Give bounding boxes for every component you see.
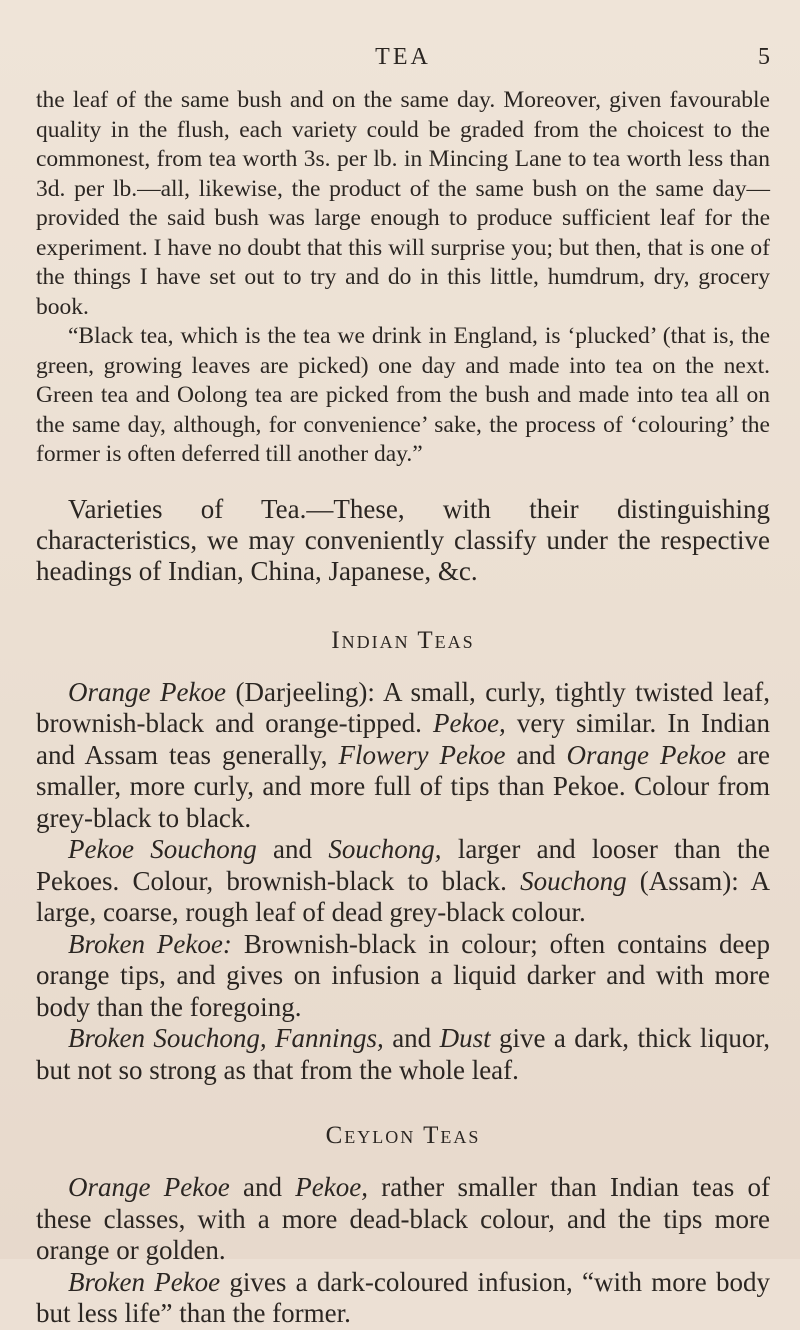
paragraph-text: rather smaller than Indian teas of these classes, with a more dead-black colour, and the tips more orange or golden. xyxy=(36,1172,770,1265)
opening-paragraph: the leaf of the same bush and on the same day. Moreover, given favourable quality in the flush, each variety could be graded from the choicest to the commonest, from tea worth 3s. per lb. in Mincing Lane to tea worth less than 3d. per lb.—all, likewise, the product of the same bush on the same day—provided the said bush was large enough to produce sufficient leaf for the experiment. I have no doubt that this will surprise you; but then, that is one of the things I have set out to try and do in this little, humdrum, dry, grocery book. xyxy=(36,87,770,320)
tea-name: Souchong xyxy=(520,865,627,896)
page-header xyxy=(36,44,770,74)
ceylon-paragraph-2 xyxy=(36,1267,770,1330)
varieties-text: —These, with their distinguishing characteristics, we may conveniently classify under the respective headings of Indian, China, Japanese, &c. xyxy=(36,493,770,586)
tea-name: Pekoe, xyxy=(295,1172,368,1202)
page-number: 5 xyxy=(758,44,770,70)
indian-paragraph-4 xyxy=(36,1023,770,1086)
paragraph-text: are smaller, more curly, and more full of tips than Pekoe. Colour from grey-black to black. xyxy=(36,739,770,833)
tea-name: Pekoe, xyxy=(433,708,506,738)
varieties-run-head: Varieties of Tea. xyxy=(68,493,307,524)
running-title: TEA xyxy=(375,44,431,70)
tea-name: Souchong, xyxy=(328,834,442,864)
quoted-paragraph: “Black tea, which is the tea we drink in England, is ‘plucked’ (that is, the green, growing leaves are picked) one day and made into tea on the next. Green tea and Oolong tea are picked from the bush and made into tea all on the same day, although, for convenience’ sake, the process of ‘colouring’ the former is often deferred till another day.” xyxy=(36,323,770,467)
tea-name: Broken Pekoe xyxy=(68,1266,221,1297)
tea-name: Flowery Pekoe xyxy=(338,739,506,770)
paragraph-text: and xyxy=(383,1023,440,1053)
indian-teas-section xyxy=(36,677,770,1087)
paragraph-text: and xyxy=(256,834,329,864)
tea-name: Pekoe Souchong xyxy=(68,834,257,864)
paragraph-text: Brownish-black in colour; often contains deep orange tips, and gives on infusion a liquid darker and with more body than the foregoing. xyxy=(36,928,771,1022)
tea-name: Broken Pekoe: xyxy=(68,928,232,959)
tea-name: Orange Pekoe xyxy=(566,739,726,770)
indian-paragraph-2 xyxy=(36,834,770,929)
paragraph-text: (Assam): A large, coarse, rough leaf of dead grey-black colour. xyxy=(36,865,770,927)
paragraph-text: gives a dark-coloured infusion, “with more body but less life” than the former. xyxy=(36,1266,770,1328)
ceylon-paragraph-1 xyxy=(36,1172,770,1267)
indian-paragraph-3 xyxy=(36,929,770,1024)
indian-teas-heading: Indian Teas xyxy=(331,626,475,654)
page-content xyxy=(36,86,770,1330)
varieties-paragraph xyxy=(36,494,770,587)
tea-name: Dust xyxy=(439,1023,491,1053)
ceylon-teas-heading: Ceylon Teas xyxy=(325,1122,481,1149)
paragraph-text: give a dark, thick liquor, but not so strong as that from the whole leaf. xyxy=(36,1023,771,1085)
ceylon-teas-section xyxy=(36,1172,770,1330)
paragraph-text: very similar. In Indian and Assam teas generally, xyxy=(36,708,770,770)
tea-name: Broken Souchong, Fannings, xyxy=(68,1023,384,1053)
paragraph-text: and xyxy=(505,739,567,770)
tea-name: Orange Pekoe xyxy=(68,676,226,707)
paragraph-text: larger and looser than the Pekoes. Colour, brownish-black to black. xyxy=(36,834,770,896)
paragraph-text: (Darjeeling): A small, curly, tightly twisted leaf, brownish-black and orange-tipped. xyxy=(36,676,770,738)
paragraph-text: and xyxy=(229,1172,296,1202)
indian-paragraph-1 xyxy=(36,677,770,835)
tea-name: Orange Pekoe xyxy=(68,1172,230,1202)
